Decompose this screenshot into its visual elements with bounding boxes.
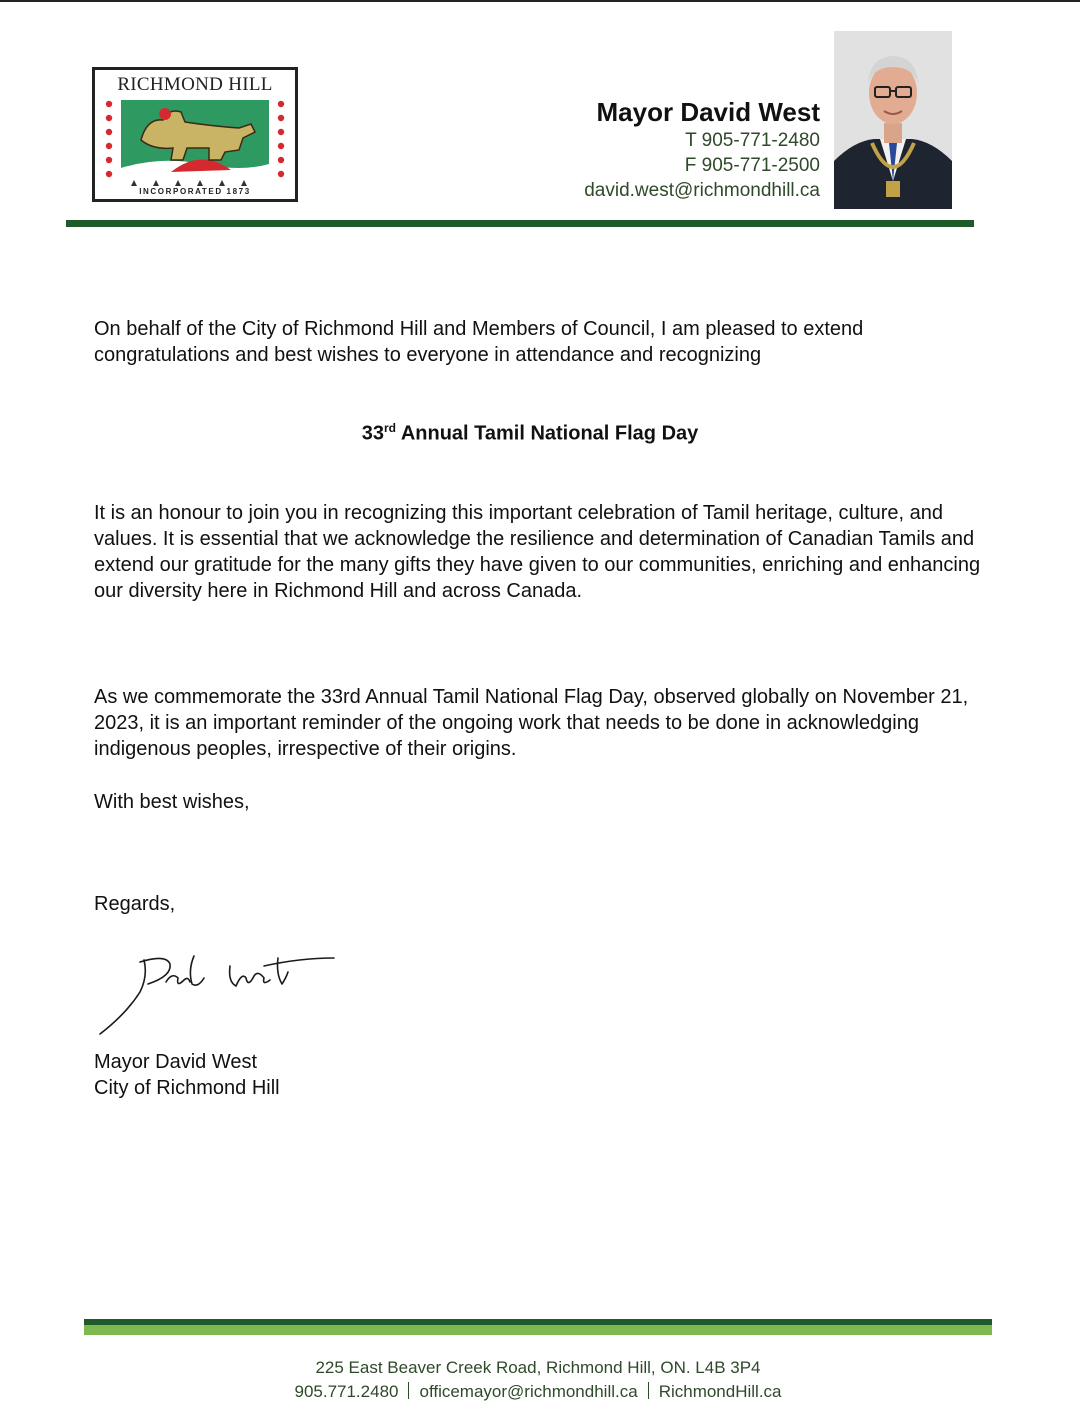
letter-intro: On behalf of the City of Richmond Hill and Members of Council, I am pleased to extend congratulations and best wishes to everyone in attendance and recognizing xyxy=(94,318,864,366)
mayor-name: Mayor David West xyxy=(596,97,820,127)
richmond-hill-logo xyxy=(92,67,298,202)
letter-paragraph-2: As we commemorate the 33rd Annual Tamil National Flag Day, observed globally on November 21, 2023, it is an important reminder of the ongoing work that needs to be done in acknowledging indigenous peoples, irrespective of their origins. xyxy=(94,686,969,760)
footer-contact-line xyxy=(0,1381,1076,1403)
closing-regards: Regards, xyxy=(94,893,176,915)
event-name: Annual Tamil National Flag Day xyxy=(400,422,699,445)
header-divider xyxy=(66,220,974,227)
event-title xyxy=(0,421,1060,446)
signer-name: Mayor David West xyxy=(94,1051,258,1073)
letter-paragraph-1: It is an honour to join you in recognizing this important celebration of Tamil heritage, culture, and values. It is essential that we acknowledge the resilience and determination of Canadian Tamils and extend our gratitude for the many gifts they have given to our communities, enriching and enhancing our diversity here in Richmond Hill and across Canada. xyxy=(94,502,981,602)
mayor-email[interactable]: david.west@richmondhill.ca xyxy=(584,180,820,201)
footer-address: 225 East Beaver Creek Road, Richmond Hill, ON. L4B 3P4 xyxy=(315,1358,761,1377)
footer-separator xyxy=(408,1382,409,1399)
logo-incorporated-text: INCORPORATED 1873 xyxy=(139,187,251,196)
mayor-fax: F 905-771-2500 xyxy=(684,155,820,176)
event-ordinal-suffix: rd xyxy=(383,421,396,435)
handwritten-signature xyxy=(96,948,341,1038)
event-number: 33 xyxy=(361,422,384,445)
footer-website[interactable]: RichmondHill.ca xyxy=(658,1382,782,1401)
logo-title: RICHMOND HILL xyxy=(117,74,273,95)
signer-organization: City of Richmond Hill xyxy=(94,1077,280,1099)
portrait-illustration xyxy=(834,31,952,209)
closing-wishes: With best wishes, xyxy=(94,791,250,813)
footer-divider-light xyxy=(84,1325,992,1335)
footer-phone: 905.771.2480 xyxy=(294,1382,399,1401)
mayor-phone: T 905-771-2480 xyxy=(685,130,820,151)
mayor-portrait xyxy=(834,31,952,209)
top-border-line xyxy=(0,0,1080,2)
footer-email[interactable]: officemayor@richmondhill.ca xyxy=(419,1382,638,1401)
lion-crest-icon xyxy=(101,98,289,198)
mayor-contact-block xyxy=(584,96,820,203)
footer-separator xyxy=(648,1382,649,1399)
